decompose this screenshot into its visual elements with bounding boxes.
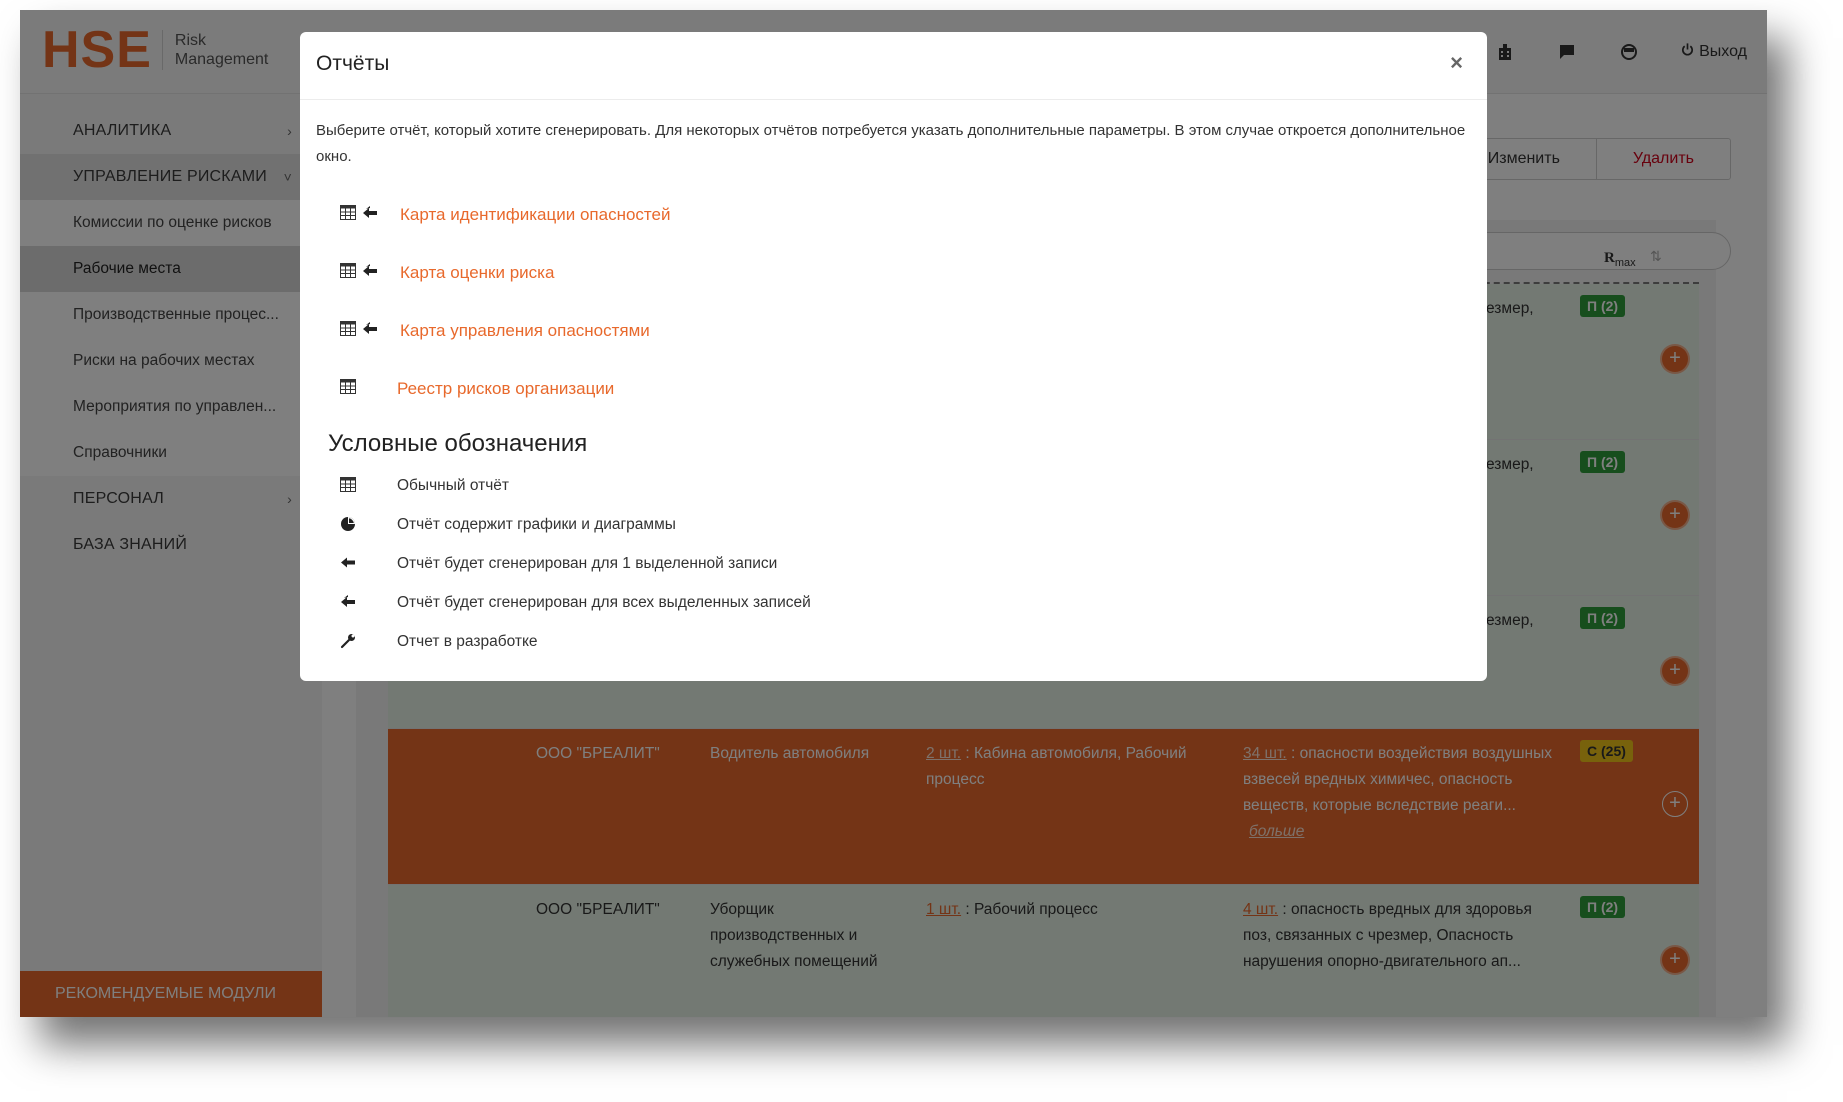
report-icons <box>340 379 356 399</box>
modal-intro-text: Выберите отчёт, который хотите сгенерировать. Для некоторых отчётов потребуется указать дополнительные параметры. В этом случае откроется дополнительное окно. <box>316 122 1466 165</box>
table-icon <box>340 477 356 497</box>
report-icons <box>340 321 378 341</box>
report-label[interactable]: Реестр рисков организации <box>397 379 615 398</box>
arrow-left-icon <box>340 555 356 575</box>
legend-item <box>300 514 1200 538</box>
table-icon <box>340 379 356 399</box>
app-window <box>20 10 1767 1017</box>
legend-label: Отчёт будет сгенерирован для всех выделенных записей <box>397 594 811 611</box>
legend-title: Условные обозначения <box>328 430 588 457</box>
wrench-icon <box>340 633 356 654</box>
reports-modal <box>300 32 1487 681</box>
multi-arrow-icon <box>340 594 356 614</box>
report-icons <box>340 263 378 283</box>
modal-title: Отчёты <box>316 52 390 75</box>
multi-arrow-icon <box>362 321 378 341</box>
legend-item <box>300 475 1200 499</box>
legend-item <box>300 553 1200 577</box>
legend-item <box>300 631 1200 655</box>
legend-label: Отчет в разработке <box>397 633 538 650</box>
legend-label: Обычный отчёт <box>397 477 509 494</box>
report-label[interactable]: Карта идентификации опасностей <box>400 205 671 224</box>
legend-label: Отчёт будет сгенерирован для 1 выделенной записи <box>397 555 778 572</box>
table-icon <box>340 263 356 283</box>
multi-arrow-icon <box>362 263 378 283</box>
report-label[interactable]: Карта оценки риска <box>400 263 555 282</box>
legend-item <box>300 592 1200 616</box>
pie-chart-icon <box>340 516 356 537</box>
modal-header <box>300 32 1487 100</box>
report-icons <box>340 205 378 225</box>
close-button[interactable]: × <box>1450 50 1463 75</box>
report-label[interactable]: Карта управления опасностями <box>400 321 650 340</box>
table-icon <box>340 205 356 225</box>
table-icon <box>340 321 356 341</box>
multi-arrow-icon <box>362 205 378 225</box>
legend-label: Отчёт содержит графики и диаграммы <box>397 516 676 533</box>
